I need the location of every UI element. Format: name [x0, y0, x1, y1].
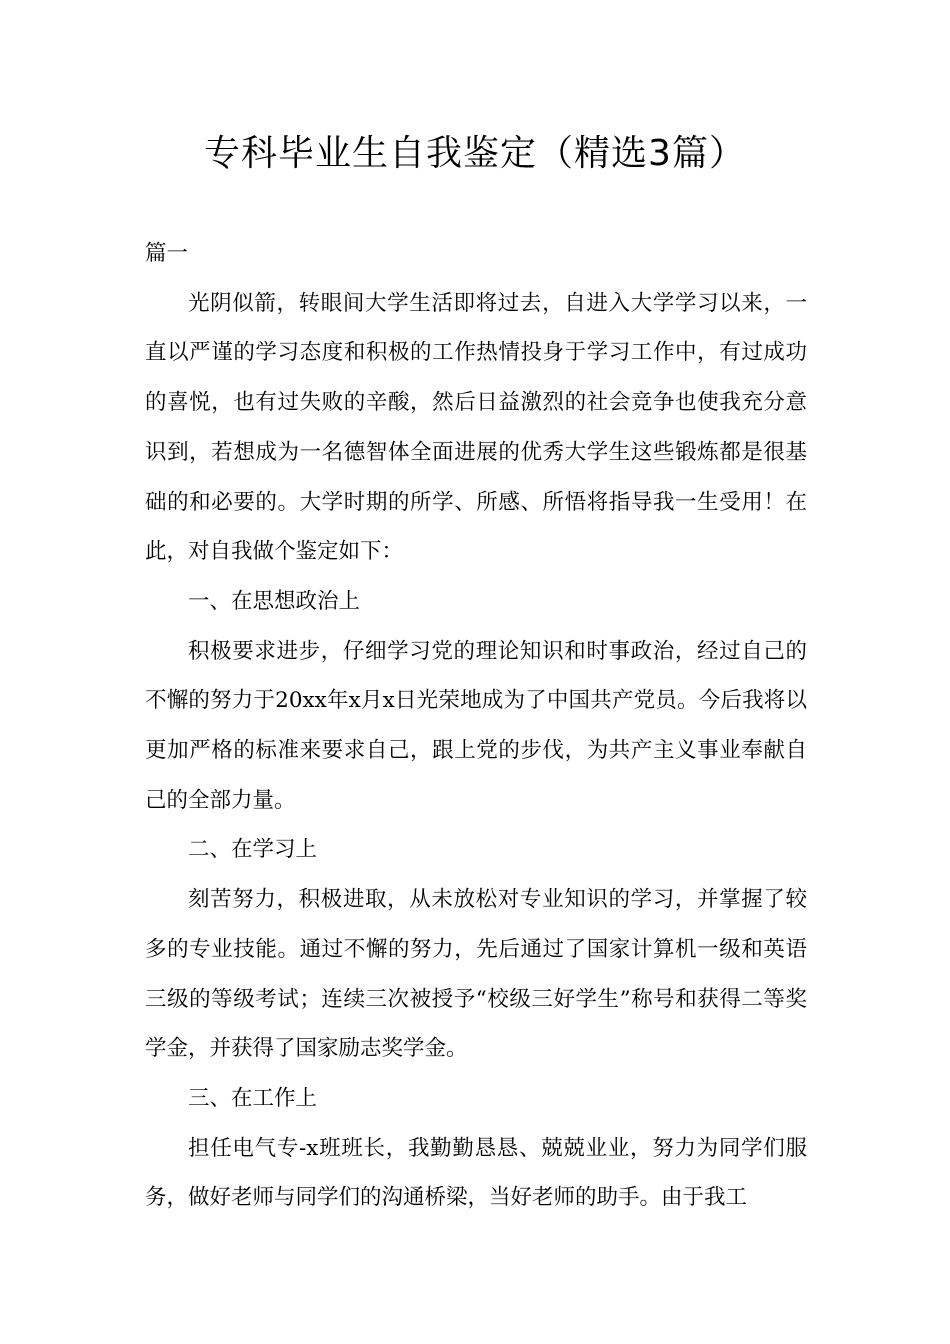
heading-politics: 一、在思想政治上	[188, 588, 361, 614]
document-title: 专科毕业生自我鉴定（精选3篇）	[204, 133, 746, 174]
paragraph-study: 刻苦努力，积极进取，从未放松对专业知识的学习，并掌握了较多的专业技能。通过不懈的努力，先后通过了国家计算机一级和英语三级的等级考试；连续三次被授予“校级三好学生”称号和获得二等奖学金，并获得了国家励志奖学金。	[145, 887, 807, 1062]
paragraph-work: 担任电气专-x班班长，我勤勤恳恳、兢兢业业，努力为同学们服务，做好老师与同学们的沟通桥梁，当好老师的助手。由于我工	[145, 1135, 807, 1211]
section-label: 篇一	[145, 241, 189, 266]
heading-study: 二、在学习上	[188, 837, 318, 863]
heading-work: 三、在工作上	[188, 1085, 318, 1111]
document-body	[145, 229, 807, 1223]
paragraph-politics: 积极要求进步，仔细学习党的理论知识和时事政治，经过自己的不懈的努力于20xx年x月x日光荣地成为了中国共产党员。今后我将以更加严格的标准来要求自己，跟上党的步伐，为共产主义事业奉献自己的全部力量。	[145, 638, 807, 813]
paragraph-intro: 光阴似箭，转眼间大学生活即将过去，自进入大学学习以来，一直以严谨的学习态度和积极的工作热情投身于学习工作中，有过成功的喜悦，也有过失败的辛酸，然后日益激烈的社会竞争也使我充分意识到，若想成为一名德智体全面进展的优秀大学生这些锻炼都是很基础的和必要的。大学时期的所学、所感、所悟将指导我一生受用！在此，对自我做个鉴定如下：	[145, 290, 807, 565]
